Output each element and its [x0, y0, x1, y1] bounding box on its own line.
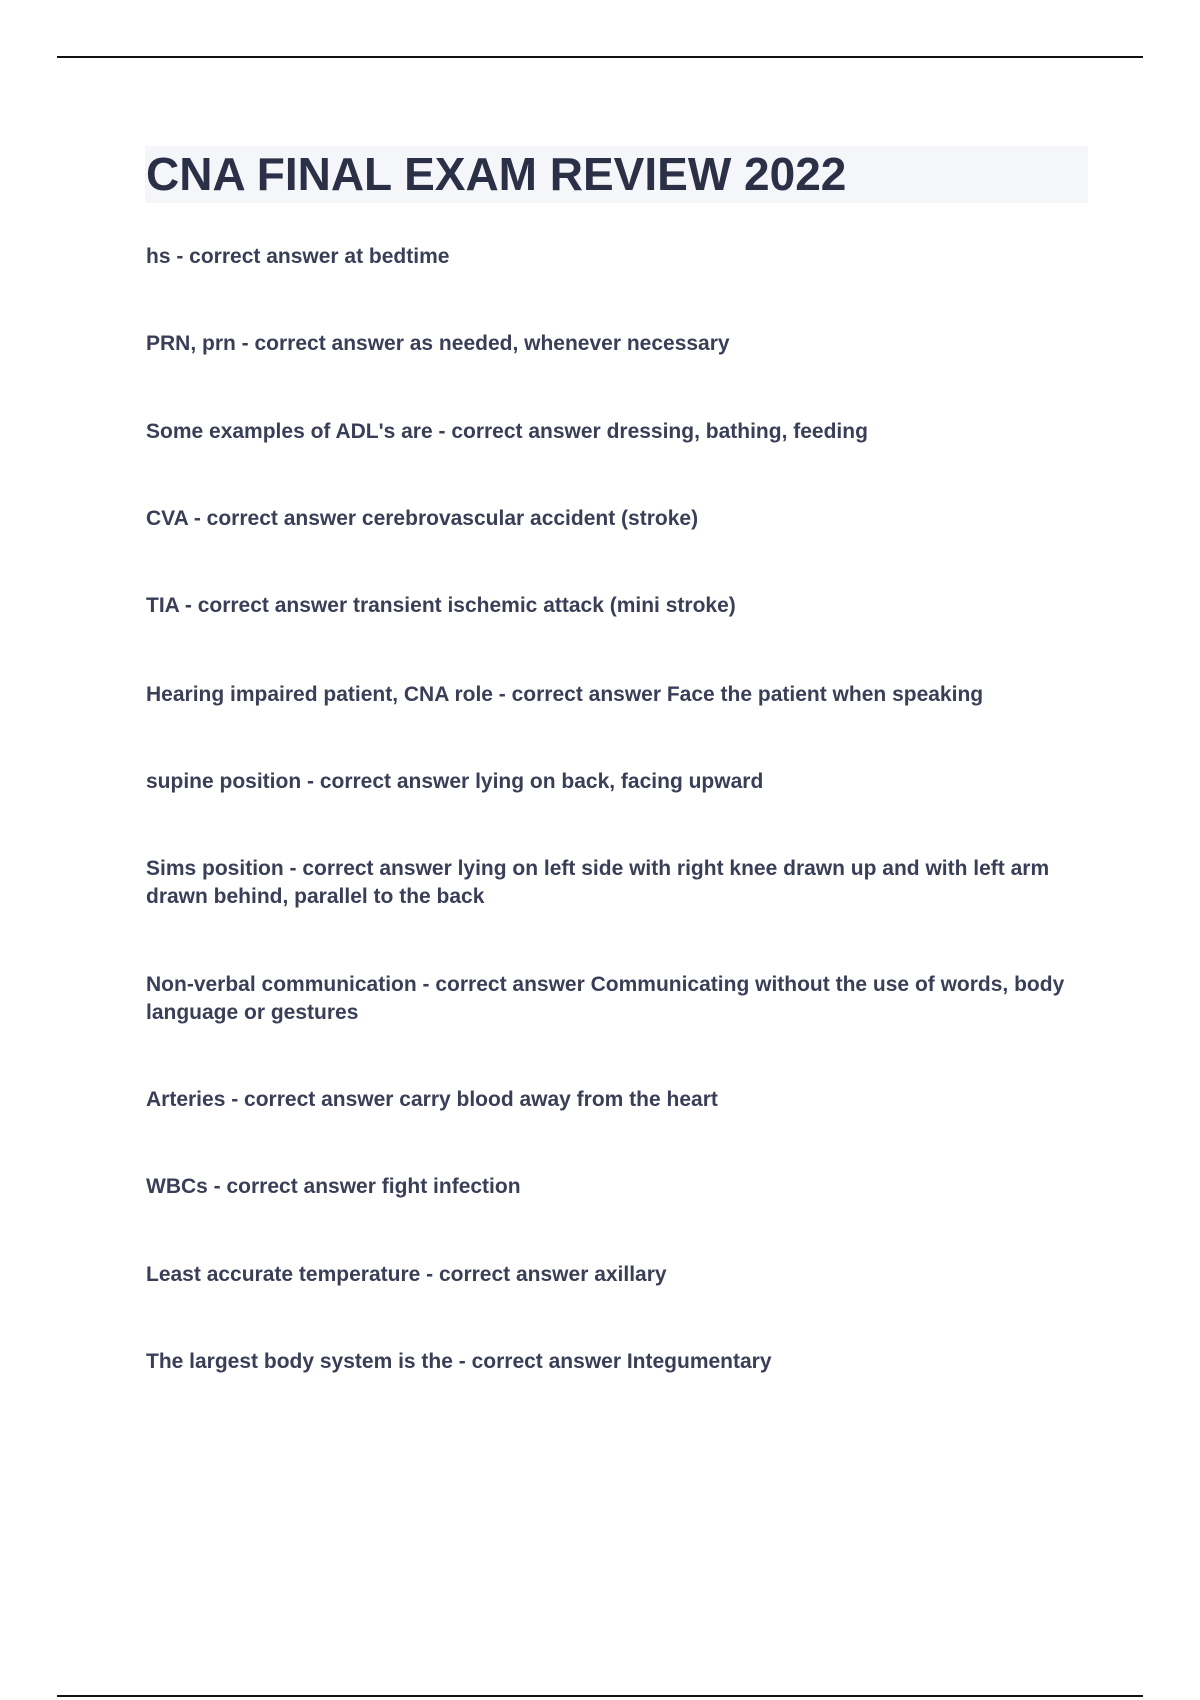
qa-item: Some examples of ADL's are - correct answer dressing, bathing, feeding — [146, 420, 868, 443]
qa-item: Hearing impaired patient, CNA role - correct answer Face the patient when speaking — [146, 683, 984, 706]
qa-item: supine position - correct answer lying on back, facing upward — [146, 770, 764, 793]
qa-item: Least accurate temperature - correct answer axillary — [146, 1263, 667, 1286]
qa-item: CVA - correct answer cerebrovascular accident (stroke) — [146, 507, 699, 530]
qa-item: The largest body system is the - correct answer Integumentary — [146, 1350, 772, 1373]
qa-item: Non-verbal communication - correct answer Communicating without the use of words, body language or gestures — [146, 973, 1065, 1024]
qa-item: WBCs - correct answer fight infection — [146, 1175, 521, 1198]
qa-item: PRN, prn - correct answer as needed, whenever necessary — [146, 332, 730, 355]
qa-item: TIA - correct answer transient ischemic attack (mini stroke) — [146, 594, 736, 617]
qa-item: hs - correct answer at bedtime — [146, 245, 450, 268]
top-rule — [57, 56, 1143, 58]
qa-item: Arteries - correct answer carry blood away from the heart — [146, 1088, 718, 1111]
page-title: CNA FINAL EXAM REVIEW 2022 — [146, 148, 847, 200]
qa-item: Sims position - correct answer lying on left side with right knee drawn up and with left arm drawn behind, parallel to the back — [146, 857, 1050, 908]
bottom-rule — [57, 1695, 1143, 1697]
